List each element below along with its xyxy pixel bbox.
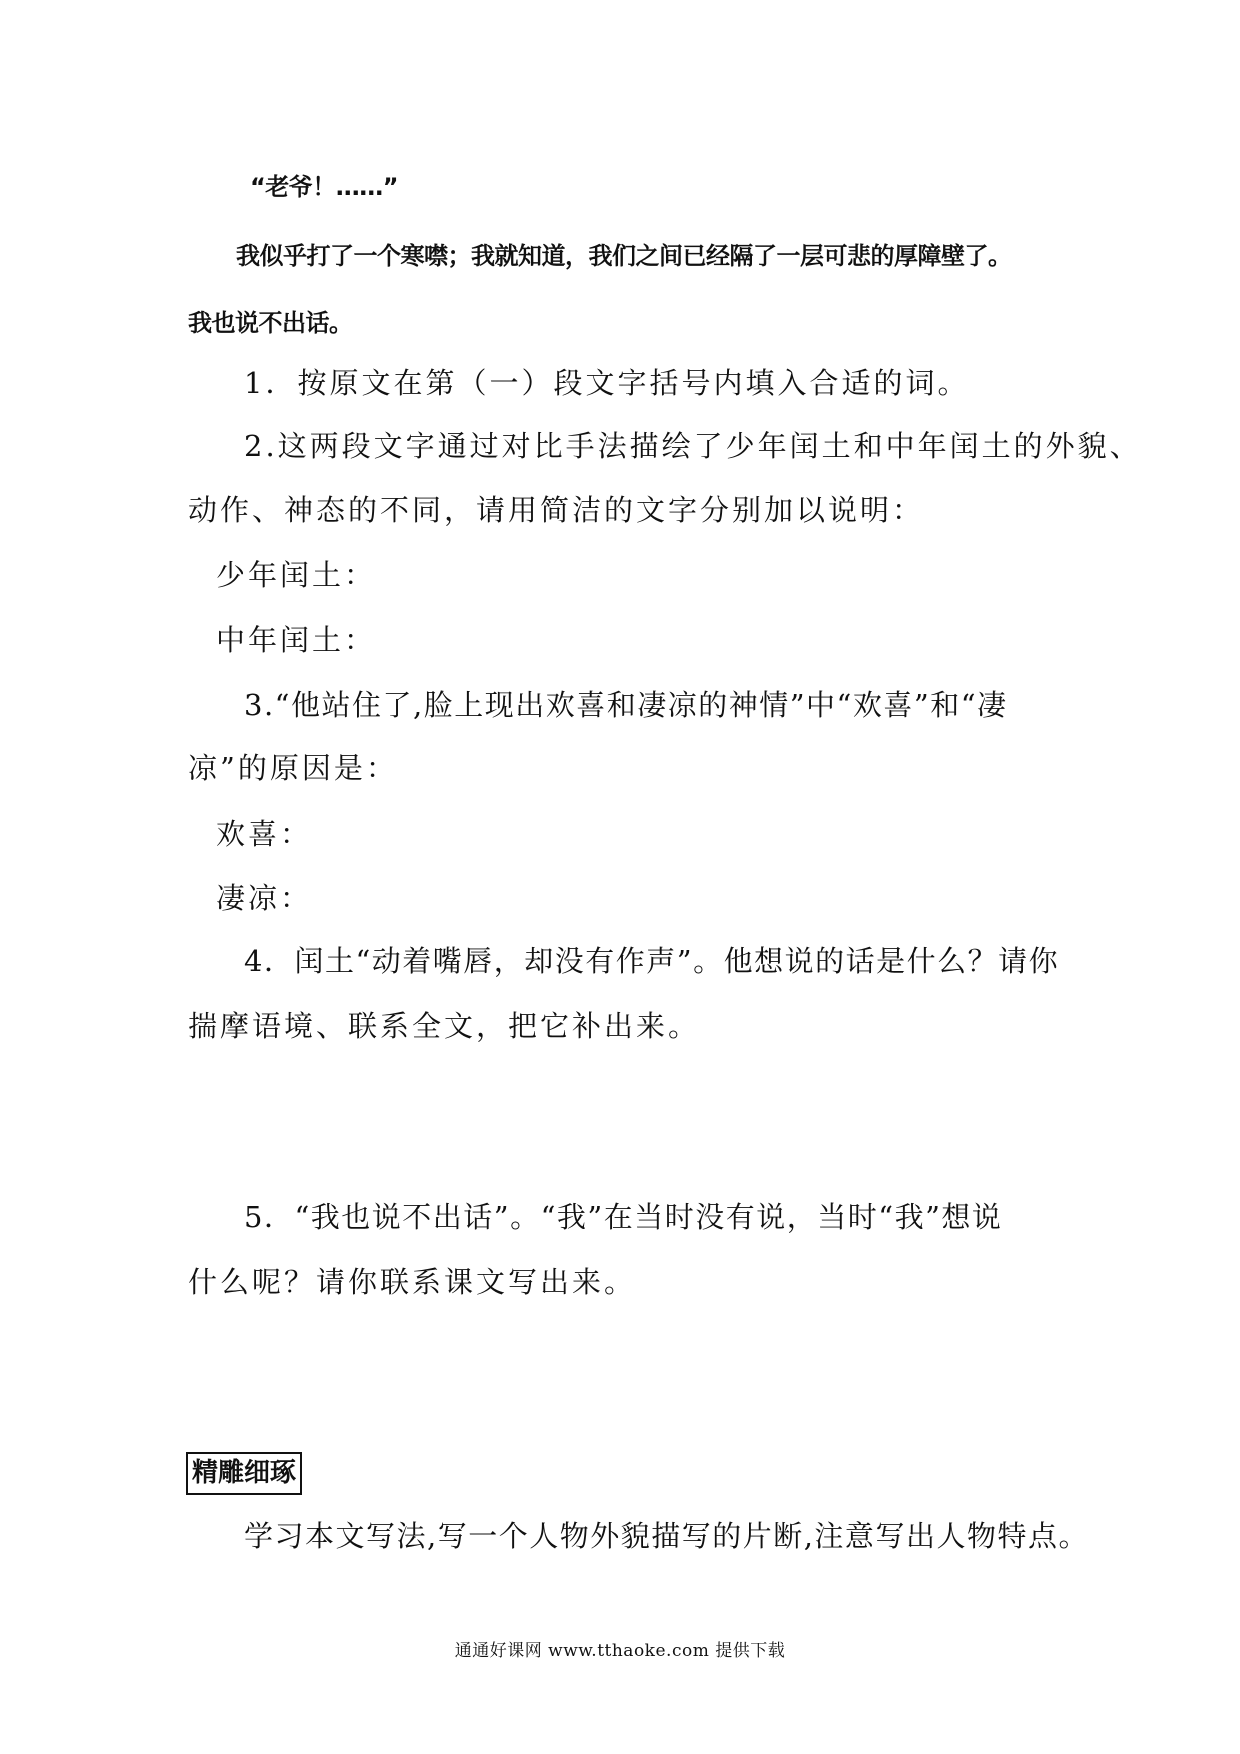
- question-3-line-1: 3.“他站住了,脸上现出欢喜和凄凉的神情”中“欢喜”和“凄: [244, 688, 1008, 722]
- question-2-line-2: 动作、神态的不同，请用简洁的文字分别加以说明：: [188, 493, 925, 527]
- dialogue-line: “老爷！……”: [250, 173, 399, 201]
- question-2-line-1: 2.这两段文字通过对比手法描绘了少年闰土和中年闰土的外貌、: [244, 429, 1142, 463]
- question-3-line-2: 凉”的原因是：: [188, 751, 398, 785]
- story-paragraph-line-1: 我似乎打了一个寒噤；我就知道，我们之间已经隔了一层可悲的厚障壁了。: [236, 242, 1012, 270]
- answer-label-joy: 欢喜：: [216, 817, 313, 851]
- question-1: 1．按原文在第（一）段文字括号内填入合适的词。: [244, 366, 970, 400]
- answer-label-middle-aged-runtu: 中年闰土：: [216, 623, 377, 657]
- question-5-line-1: 5．“我也说不出话”。“我”在当时没有说，当时“我”想说: [244, 1200, 1003, 1234]
- section-task: 学习本文写法,写一个人物外貌描写的片断,注意写出人物特点。: [244, 1519, 1089, 1553]
- page-footer: 通通好课网 www.tthaoke.com 提供下载: [454, 1641, 786, 1661]
- section-title-badge: 精雕细琢: [186, 1452, 302, 1495]
- question-4-line-1: 4．闰土“动着嘴唇，却没有作声”。他想说的话是什么？请你: [244, 944, 1060, 978]
- answer-label-young-runtu: 少年闰土：: [216, 558, 377, 592]
- story-paragraph-line-2: 我也说不出话。: [188, 309, 353, 337]
- question-4-line-2: 揣摩语境、联系全文，把它补出来。: [188, 1009, 701, 1043]
- question-5-line-2: 什么呢？请你联系课文写出来。: [188, 1265, 637, 1299]
- answer-label-desolation: 凄凉：: [216, 881, 313, 915]
